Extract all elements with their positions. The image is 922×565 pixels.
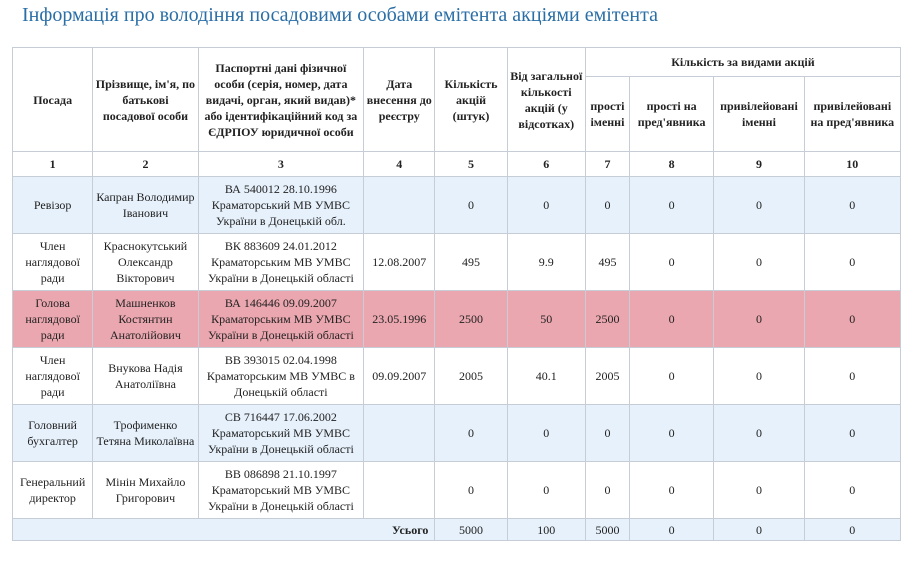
- cell-type-simple-named: 2005: [585, 348, 629, 405]
- cell-date: 09.09.2007: [364, 348, 435, 405]
- cell-type-pref-bearer: 0: [804, 462, 900, 519]
- column-number: 10: [804, 152, 900, 177]
- cell-qty: 495: [435, 234, 507, 291]
- cell-date: 12.08.2007: [364, 234, 435, 291]
- cell-type-pref-bearer: 0: [804, 348, 900, 405]
- cell-type-simple-named: 0: [585, 462, 629, 519]
- cell-pct: 9.9: [507, 234, 585, 291]
- table-row: [13, 348, 901, 405]
- table-row: [13, 462, 901, 519]
- total-type-pref-bearer: 0: [804, 519, 900, 541]
- column-number: 9: [714, 152, 804, 177]
- table-row: [13, 405, 901, 462]
- column-number: 1: [13, 152, 93, 177]
- cell-name: Трофименко Тетяна Миколаївна: [93, 405, 198, 462]
- cell-position: Головний бухгалтер: [13, 405, 93, 462]
- table-row: [13, 177, 901, 234]
- cell-date: [364, 462, 435, 519]
- cell-date: [364, 177, 435, 234]
- cell-date: 23.05.1996: [364, 291, 435, 348]
- total-type-simple-named: 5000: [585, 519, 629, 541]
- cell-type-simple-named: 495: [585, 234, 629, 291]
- page-title: Інформація про володіння посадовими особами емітента акціями емітента: [22, 4, 658, 26]
- cell-date: [364, 405, 435, 462]
- ownership-table: [12, 47, 901, 541]
- table-row: [13, 234, 901, 291]
- cell-type-simple-named: 0: [585, 177, 629, 234]
- cell-position: Член наглядової ради: [13, 234, 93, 291]
- cell-passport: ВВ 086898 21.10.1997 Краматорський МВ УМВС України в Донецькій області: [198, 462, 364, 519]
- cell-type-pref-bearer: 0: [804, 405, 900, 462]
- column-number: 8: [630, 152, 714, 177]
- header-type-simple-bearer: прості на пред'явника: [630, 77, 714, 152]
- header-type-pref-bearer: привілейовані на пред'явника: [804, 77, 900, 152]
- cell-qty: 2005: [435, 348, 507, 405]
- cell-type-pref-bearer: 0: [804, 291, 900, 348]
- cell-passport: ВВ 393015 02.04.1998 Краматорським МВ УМВС в Донецькій області: [198, 348, 364, 405]
- header-type-simple-named: прості іменні: [585, 77, 629, 152]
- total-qty: 5000: [435, 519, 507, 541]
- cell-type-simple-named: 2500: [585, 291, 629, 348]
- cell-name: Капран Володимир Іванович: [93, 177, 198, 234]
- total-pct: 100: [507, 519, 585, 541]
- cell-type-simple-bearer: 0: [630, 348, 714, 405]
- cell-type-simple-named: 0: [585, 405, 629, 462]
- header-type-pref-named: привілейовані іменні: [714, 77, 804, 152]
- cell-type-pref-bearer: 0: [804, 177, 900, 234]
- cell-qty: 0: [435, 405, 507, 462]
- cell-name: Внукова Надія Анатоліївна: [93, 348, 198, 405]
- cell-position: Генеральний директор: [13, 462, 93, 519]
- cell-qty: 2500: [435, 291, 507, 348]
- cell-passport: ВА 146446 09.09.2007 Краматорським МВ УМВС України в Донецькій області: [198, 291, 364, 348]
- cell-type-simple-bearer: 0: [630, 291, 714, 348]
- column-number: 5: [435, 152, 507, 177]
- cell-type-simple-bearer: 0: [630, 234, 714, 291]
- cell-pct: 0: [507, 405, 585, 462]
- cell-name: Машненков Костянтин Анатолійович: [93, 291, 198, 348]
- cell-position: Ревізор: [13, 177, 93, 234]
- total-label: Усього: [13, 519, 435, 541]
- header-by-type: Кількість за видами акцій: [585, 48, 900, 77]
- header-name: Прізвище, ім'я, по батькові посадової особи: [93, 48, 198, 152]
- cell-type-pref-named: 0: [714, 291, 804, 348]
- header-date: Дата внесення до реєстру: [364, 48, 435, 152]
- cell-type-simple-bearer: 0: [630, 462, 714, 519]
- cell-pct: 0: [507, 462, 585, 519]
- cell-passport: ВК 883609 24.01.2012 Краматорським МВ УМВС України в Донецькій області: [198, 234, 364, 291]
- cell-type-pref-named: 0: [714, 348, 804, 405]
- cell-type-pref-bearer: 0: [804, 234, 900, 291]
- column-number: 6: [507, 152, 585, 177]
- cell-type-pref-named: 0: [714, 462, 804, 519]
- total-type-simple-bearer: 0: [630, 519, 714, 541]
- column-number: 3: [198, 152, 364, 177]
- cell-type-simple-bearer: 0: [630, 405, 714, 462]
- column-number: 2: [93, 152, 198, 177]
- cell-pct: 40.1: [507, 348, 585, 405]
- total-row: [13, 519, 901, 541]
- header-pct: Від загальної кількості акцій (у відсотках): [507, 48, 585, 152]
- header-passport: Паспортні дані фізичної особи (серія, номер, дата видачі, орган, який видав)* або ідентифікаційний код за ЄДРПОУ юридичної особи: [198, 48, 364, 152]
- cell-pct: 0: [507, 177, 585, 234]
- cell-pct: 50: [507, 291, 585, 348]
- cell-type-pref-named: 0: [714, 405, 804, 462]
- cell-qty: 0: [435, 462, 507, 519]
- cell-name: Мінін Михайло Григорович: [93, 462, 198, 519]
- cell-passport: ВА 540012 28.10.1996 Краматорський МВ УМВС України в Донецькій обл.: [198, 177, 364, 234]
- column-number: 7: [585, 152, 629, 177]
- cell-type-pref-named: 0: [714, 234, 804, 291]
- cell-qty: 0: [435, 177, 507, 234]
- column-numbers-row: [13, 152, 901, 177]
- cell-position: Член наглядової ради: [13, 348, 93, 405]
- column-number: 4: [364, 152, 435, 177]
- table-row: [13, 291, 901, 348]
- cell-type-simple-bearer: 0: [630, 177, 714, 234]
- cell-name: Краснокутський Олександр Вікторович: [93, 234, 198, 291]
- cell-type-pref-named: 0: [714, 177, 804, 234]
- header-position: Посада: [13, 48, 93, 152]
- cell-passport: СВ 716447 17.06.2002 Краматорський МВ УМВС України в Донецькій області: [198, 405, 364, 462]
- header-qty: Кількість акцій (штук): [435, 48, 507, 152]
- total-type-pref-named: 0: [714, 519, 804, 541]
- cell-position: Голова наглядової ради: [13, 291, 93, 348]
